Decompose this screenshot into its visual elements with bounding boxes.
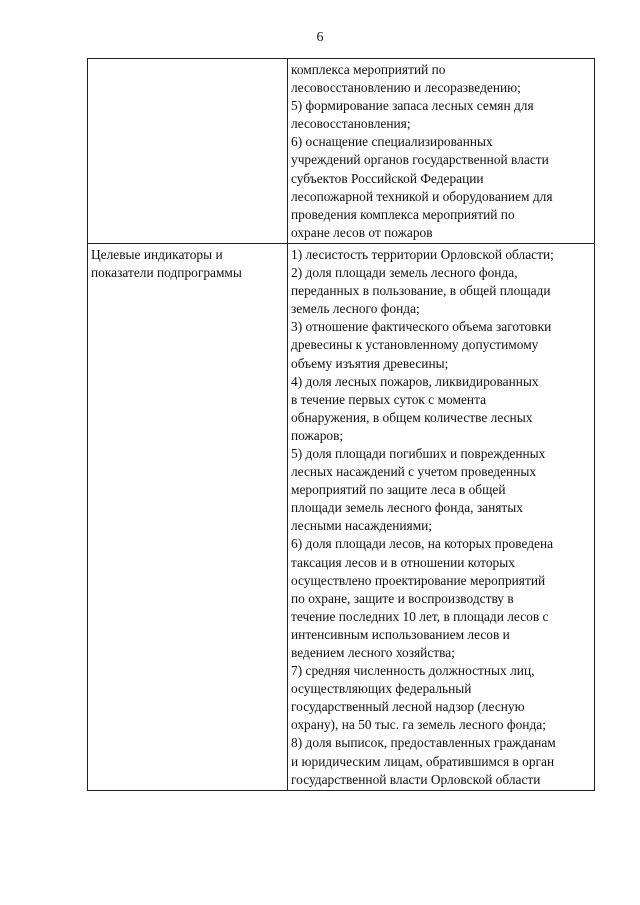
text-line: в течение первых суток с момента [291,391,487,407]
table-row [88,243,595,790]
cell-text [291,246,591,789]
text-line: 5) формирование запаса лесных семян для [291,98,534,114]
text-line: земель лесного фонда; [291,301,420,317]
text-line: мероприятий по защите леса в общей [291,482,506,498]
text-line: древесины к установленному допустимому [291,337,539,353]
text-line: 1) лесистость территории Орловской области; [291,246,554,262]
text-line: 2) доля площади земель лесного фонда, [291,265,518,281]
text-line: и юридическим лицам, обратившимся в орган [291,753,555,769]
text-line: лесопожарной техникой и оборудованием для [291,188,553,204]
text-line: государственной власти Орловской области [291,771,541,787]
text-line: 6) оснащение специализированных [291,134,493,150]
table-cell-label [88,59,288,244]
text-line: 3) отношение фактического объема заготовки [291,319,552,335]
table-cell-content [288,243,595,790]
table-cell-content [288,59,595,244]
cell-text [291,61,591,242]
page-number: 6 [316,30,324,45]
text-line: переданных в пользование, в общей площади [291,283,551,299]
text-line: по охране, защите и воспроизводству в [291,590,514,606]
text-line: комплекса мероприятий по [291,62,446,77]
text-line: ведением лесного хозяйства; [291,645,455,660]
text-line: пожаров; [291,427,344,443]
text-line: 8) доля выписок, предоставленных гражданам [291,735,556,751]
text-line: Целевые индикаторы и [91,246,223,262]
table-cell-label [88,243,288,790]
table-row [88,59,595,244]
text-line: 7) средняя численность должностных лиц, [291,663,535,679]
text-line: лесными насаждениями; [291,518,433,534]
text-line: осуществлено проектирование мероприятий [291,572,546,588]
text-line: лесных насаждений с учетом проведенных [291,464,537,480]
text-line: 5) доля площади погибших и поврежденных [291,445,546,461]
text-line: государственный лесной надзор (лесную [291,699,525,715]
text-line: лесовосстановлению и лесоразведению; [291,80,521,96]
document-table [87,58,595,791]
text-line: интенсивным использованием лесов и [291,626,510,642]
text-line: учреждений органов государственной власти [291,152,549,168]
text-line: показатели подпрограммы [91,265,242,281]
text-line: площади земель лесного фонда, занятых [291,500,523,516]
text-line: проведения комплекса мероприятий по [291,206,515,222]
text-line: лесовосстановления; [291,116,411,132]
text-line: охрану), на 50 тыс. га земель лесного фонда; [291,717,546,733]
text-line: обнаружения, в общем количестве лесных [291,409,533,425]
text-line: субъектов Российской Федерации [291,170,484,186]
text-line: осуществляющих федеральный [291,681,472,697]
cell-text [91,246,284,282]
text-line: объему изъятия древесины; [291,355,449,371]
text-line: течение последних 10 лет, в площади лесов с [291,608,549,624]
text-line: таксация лесов и в отношении которых [291,554,515,570]
text-line: охране лесов от пожаров [291,224,433,240]
text-line: 4) доля лесных пожаров, ликвидированных [291,373,539,389]
text-line: 6) доля площади лесов, на которых проведена [291,536,554,552]
